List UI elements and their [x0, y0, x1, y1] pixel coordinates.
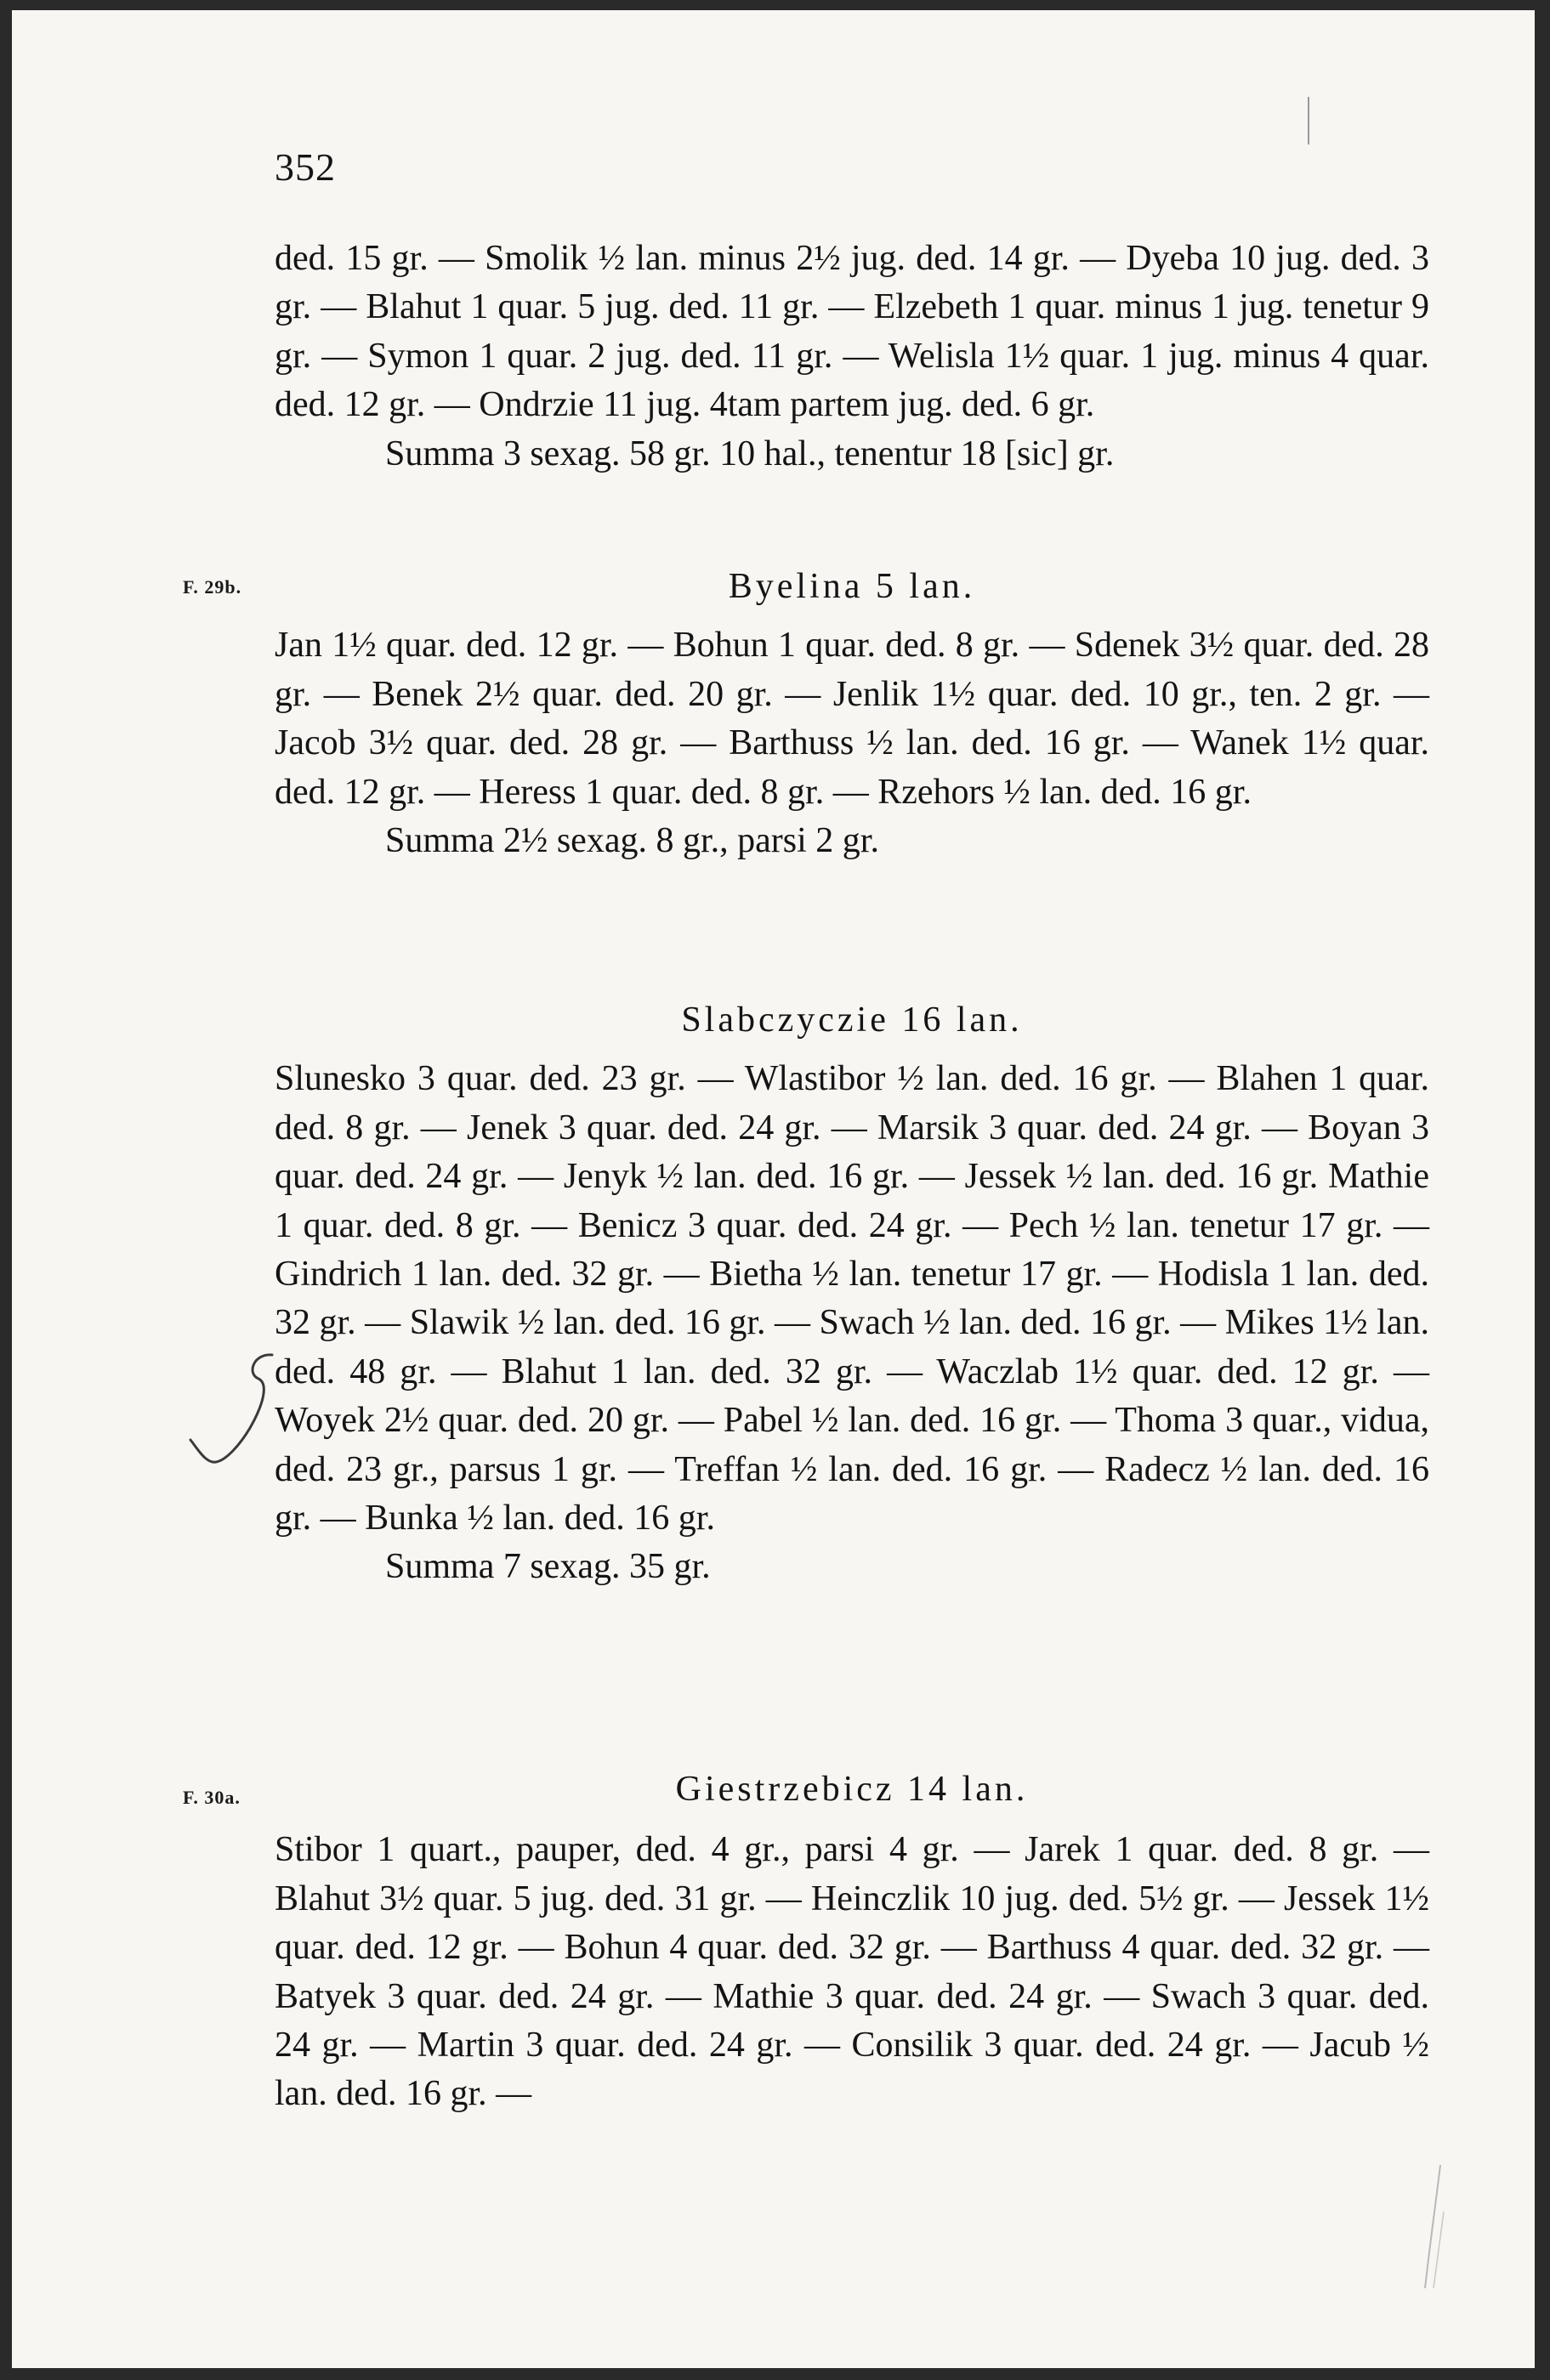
- section-1: [275, 235, 1429, 479]
- section-3: [275, 996, 1429, 1592]
- section-4: [275, 1765, 1429, 2119]
- scanned-page: [12, 10, 1535, 2368]
- summa-2: Summa 2½ sexag. 8 gr., parsi 2 gr.: [385, 821, 879, 861]
- page-number: 352: [275, 145, 336, 189]
- section-2: [275, 563, 1429, 865]
- paragraph-2: Jan 1½ quar. ded. 12 gr. — Bohun 1 quar. ded. 8 gr. — Sdenek 3½ quar. ded. 28 gr. — Benek 2½ quar. ded. 20 gr. — Jenlik 1½ quar. ded. 10 gr., ten. 2 gr. — Jacob 3½ quar. ded. 28 gr. — Barthuss ½ lan. ded. 16 gr. — Wanek 1½ quar. ded. 12 gr. — Heress 1 quar. ded. 8 gr. — Rzehors ½ lan. ded. 16 gr.: [275, 626, 1429, 812]
- heading-byelina: Byelina 5 lan.: [728, 567, 976, 606]
- folio-mark-29b: F. 29b.: [183, 576, 242, 598]
- heading-giestrzebicz: Giestrzebicz 14 lan.: [675, 1770, 1029, 1809]
- paragraph-4: Stibor 1 quart., pauper, ded. 4 gr., parsi 4 gr. — Jarek 1 quar. ded. 8 gr. — Blahut 3½ quar. 5 jug. ded. 31 gr. — Heinczlik 10 jug. ded. 5½ gr. — Jessek 1½ quar. ded. 12 gr. — Bohun 4 quar. ded. 32 gr. — Barthuss 4 quar. ded. 32 gr. — Batyek 3 quar. ded. 24 gr. — Mathie 3 quar. ded. 24 gr. — Swach 3 quar. ded. 24 gr. — Martin 3 quar. ded. 24 gr. — Consilik 3 quar. ded. 24 gr. — Jacub ½ lan. ded. 16 gr. —: [275, 1830, 1429, 2114]
- heading-slabczyczie: Slabczyczie 16 lan.: [681, 1000, 1023, 1040]
- paragraph-1: ded. 15 gr. — Smolik ½ lan. minus 2½ jug. ded. 14 gr. — Dyeba 10 jug. ded. 3 gr. — Blahut 1 quar. 5 jug. ded. 11 gr. — Elzebeth 1 quar. minus 1 jug. tenetur 9 gr. — Symon 1 quar. 2 jug. ded. 11 gr. — Welisla 1½ quar. 1 jug. minus 4 quar. ded. 12 gr. — Ondrzie 11 jug. 4tam partem jug. ded. 6 gr.: [275, 239, 1429, 425]
- summa-3: Summa 7 sexag. 35 gr.: [385, 1547, 711, 1587]
- margin-pencil-mark: [1415, 2161, 1449, 2297]
- margin-scratch-mark: [1306, 95, 1311, 146]
- summa-1: Summa 3 sexag. 58 gr. 10 hal., tenentur 18 [sic] gr.: [385, 434, 1115, 473]
- handwritten-margin-mark: [172, 1345, 291, 1472]
- folio-mark-30a: F. 30a.: [183, 1787, 241, 1808]
- paragraph-3: Slunesko 3 quar. ded. 23 gr. — Wlastibor ½ lan. ded. 16 gr. — Blahen 1 quar. ded. 8 gr. — Jenek 3 quar. ded. 24 gr. — Marsik 3 quar. ded. 24 gr. — Boyan 3 quar. ded. 24 gr. — Jenyk ½ lan. ded. 16 gr. — Jessek ½ lan. ded. 16 gr. Mathie 1 quar. ded. 8 gr. — Benicz 3 quar. ded. 24 gr. — Pech ½ lan. tenetur 17 gr. — Gindrich 1 lan. ded. 32 gr. — Bietha ½ lan. tenetur 17 gr. — Hodisla 1 lan. ded. 32 gr. — Slawik ½ lan. ded. 16 gr. — Swach ½ lan. ded. 16 gr. — Mikes 1½ lan. ded. 48 gr. — Blahut 1 lan. ded. 32 gr. — Waczlab 1½ quar. ded. 12 gr. — Woyek 2½ quar. ded. 20 gr. — Pabel ½ lan. ded. 16 gr. — Thoma 3 quar., vidua, ded. 23 gr., parsus 1 gr. — Treffan ½ lan. ded. 16 gr. — Radecz ½ lan. ded. 16 gr. — Bunka ½ lan. ded. 16 gr.: [275, 1059, 1429, 1538]
